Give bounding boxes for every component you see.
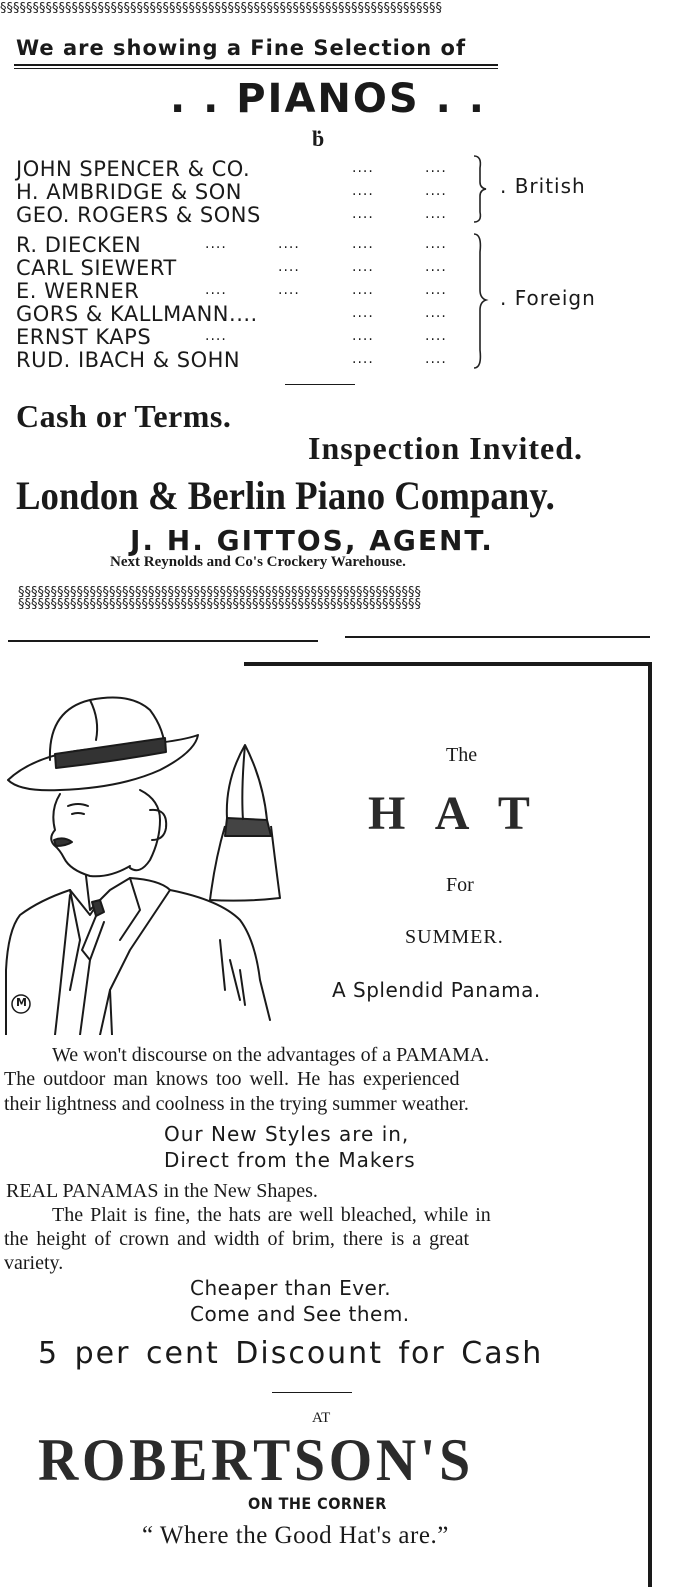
hat-ad-top-border <box>244 662 649 666</box>
dots-f-row3-a: .... <box>205 282 227 298</box>
company-name: London & Berlin Piano Company. <box>16 473 555 518</box>
dots-f-row2-c: .... <box>425 259 447 275</box>
plait-line2: the height of crown and width of brim, there is a great <box>4 1228 470 1250</box>
come-and-see: Come and See them. <box>190 1302 410 1326</box>
para1-line1: We won't discourse on the advantages of a PAMAMA. <box>52 1044 490 1066</box>
foreign-label: . Foreign <box>500 286 596 310</box>
bottom-ornamental-border-1: §§§§§§§§§§§§§§§§§§§§§§§§§§§§§§§§§§§§§§§§§§§§§§§§§§§§§§§§§§§§§§ <box>18 586 421 599</box>
maker-ernst-kaps: ERNST KAPS <box>16 325 152 349</box>
hat-side-view-illustration <box>205 740 290 905</box>
slogan: “ Where the Good Hat's are.” <box>142 1522 449 1549</box>
hat-ad-right-border <box>648 662 652 1587</box>
section-separator-left <box>8 640 318 642</box>
short-divider <box>285 384 355 385</box>
dots-f-row6-a: .... <box>352 351 374 367</box>
maker-e-werner: E. WERNER <box>16 279 140 303</box>
dots-f-row1-c: .... <box>352 236 374 252</box>
maker-r-diecken: R. DIECKEN <box>16 233 142 257</box>
monogram-mark: M <box>16 996 27 1009</box>
dots-col1-row1: .... <box>352 160 374 176</box>
para1-line3: their lightness and coolness in the trying summer weather. <box>4 1093 469 1115</box>
ornament-glyph: ḃ <box>312 126 325 151</box>
on-the-corner: ON THE CORNER <box>248 1494 387 1513</box>
dots-f-row4-a: .... <box>352 305 374 321</box>
maker-gors-kallmann: GORS & KALLMANN.... <box>16 302 258 326</box>
at-label: AT <box>312 1410 331 1426</box>
splendid-panama: A Splendid Panama. <box>332 978 541 1002</box>
dots-f-row4-b: .... <box>425 305 447 321</box>
plait-line1: The Plait is fine, the hats are well bleached, while in <box>52 1204 491 1226</box>
dots-col2-row1: .... <box>425 160 447 176</box>
dots-f-row1-b: .... <box>278 236 300 252</box>
maker-john-spencer: JOHN SPENCER & CO. <box>16 157 251 181</box>
bottom-ornamental-border-2: §§§§§§§§§§§§§§§§§§§§§§§§§§§§§§§§§§§§§§§§§§§§§§§§§§§§§§§§§§§§§§ <box>18 598 421 611</box>
discount-divider <box>272 1392 352 1393</box>
dots-f-row3-d: .... <box>425 282 447 298</box>
maker-rud-ibach: RUD. IBACH & SOHN <box>16 348 241 372</box>
dots-f-row5-b: .... <box>352 328 374 344</box>
agent-address: Next Reynolds and Co's Crockery Warehouse. <box>110 554 406 570</box>
real-panamas: REAL PANAMAS in the New Shapes. <box>6 1180 318 1202</box>
pianos-title: . . PIANOS . . <box>170 76 486 122</box>
dots-f-row1-d: .... <box>425 236 447 252</box>
headline-underline-2 <box>14 68 498 69</box>
discount-line: 5 per cent Discount for Cash <box>38 1336 544 1371</box>
piano-headline: We are showing a Fine Selection of <box>16 36 467 60</box>
dots-col1-row2: .... <box>352 183 374 199</box>
new-styles-line2: Direct from the Makers <box>164 1148 416 1172</box>
para1-line2: The outdoor man knows too well. He has experienced <box>4 1068 460 1090</box>
agent-name: J. H. GITTOS, AGENT. <box>130 524 494 557</box>
dots-col1-row3: .... <box>352 206 374 222</box>
robertsons-store-name: ROBERTSON'S <box>38 1427 474 1493</box>
hat-title: H A T <box>368 787 540 840</box>
dots-f-row3-c: .... <box>352 282 374 298</box>
plait-line3: variety. <box>4 1252 64 1274</box>
british-brace <box>470 154 490 224</box>
hat-for: For <box>446 874 474 896</box>
hat-summer: SUMMER. <box>405 926 504 948</box>
cheaper-than-ever: Cheaper than Ever. <box>190 1276 392 1300</box>
maker-geo-rogers: GEO. ROGERS & SONS <box>16 203 261 227</box>
headline-underline <box>14 64 498 66</box>
maker-carl-siewert: CARL SIEWERT <box>16 256 177 280</box>
dots-f-row1-a: .... <box>205 236 227 252</box>
maker-h-ambridge: H. AMBRIDGE & SON <box>16 180 242 204</box>
british-label: . British <box>500 174 586 198</box>
new-styles-line1: Our New Styles are in, <box>164 1122 410 1146</box>
dots-f-row6-b: .... <box>425 351 447 367</box>
dots-f-row2-b: .... <box>352 259 374 275</box>
foreign-brace <box>470 232 490 370</box>
cash-or-terms: Cash or Terms. <box>16 398 232 434</box>
inspection-invited: Inspection Invited. <box>308 430 584 466</box>
top-ornamental-border: §§§§§§§§§§§§§§§§§§§§§§§§§§§§§§§§§§§§§§§§§§§§§§§§§§§§§§§§§§§§§§§§§§§§ <box>0 2 442 15</box>
dots-col2-row2: .... <box>425 183 447 199</box>
section-separator-right <box>345 636 650 638</box>
hat-the: The <box>446 744 478 766</box>
dots-f-row5-c: .... <box>425 328 447 344</box>
dots-f-row3-b: .... <box>278 282 300 298</box>
dots-col2-row3: .... <box>425 206 447 222</box>
dots-f-row2-a: .... <box>278 259 300 275</box>
dots-f-row5-a: .... <box>205 328 227 344</box>
